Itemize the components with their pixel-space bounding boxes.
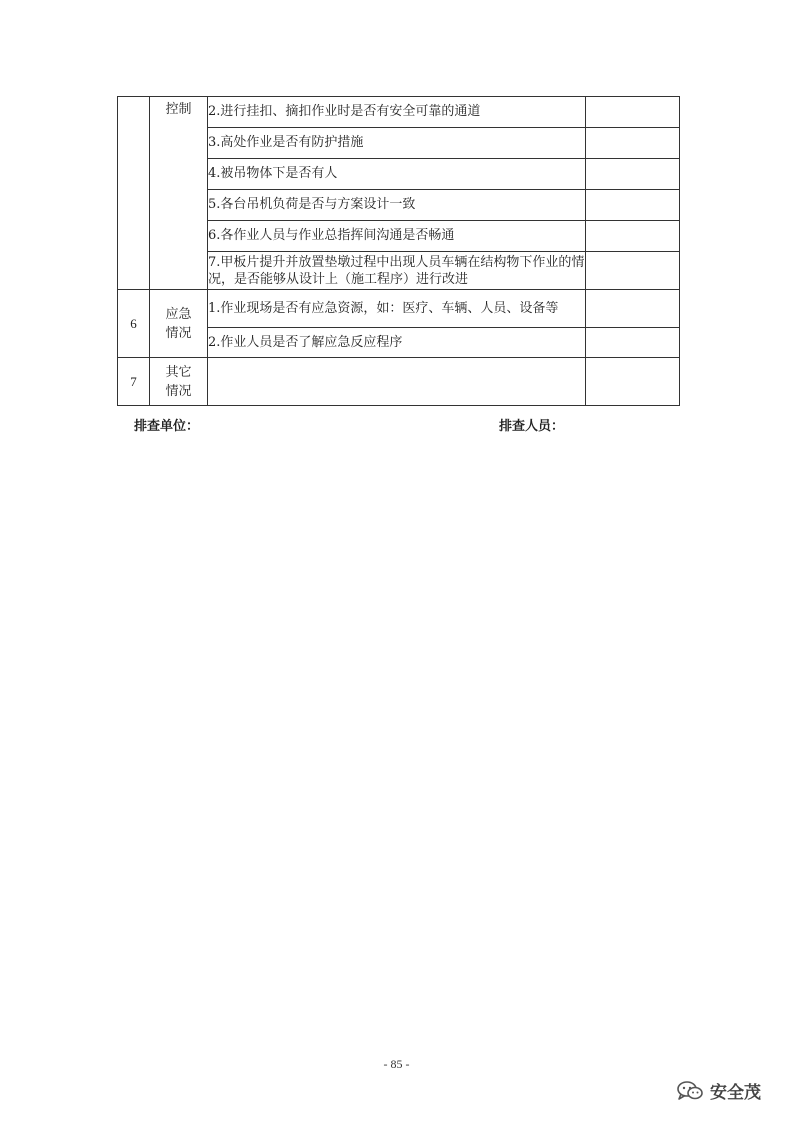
result-cell — [586, 221, 680, 252]
watermark — [676, 1078, 761, 1103]
result-cell — [586, 358, 680, 406]
category-cell — [150, 358, 208, 406]
category-line: 情况 — [165, 383, 192, 399]
table-row — [118, 97, 680, 128]
table-row — [118, 358, 680, 406]
check-item: 2.作业人员是否了解应急反应程序 — [208, 328, 586, 358]
check-item: 7.甲板片提升并放置垫墩过程中出现人员车辆在结构物下作业的情况，是否能够从设计上（施工程序）进行改进 — [208, 252, 586, 290]
check-item: 2.进行挂扣、摘扣作业时是否有安全可靠的通道 — [208, 97, 586, 128]
page-number: - 85 - — [383, 1057, 410, 1071]
result-cell — [586, 159, 680, 190]
result-cell — [586, 128, 680, 159]
category-line: 应急 — [165, 306, 192, 322]
check-item: 1.作业现场是否有应急资源，如：医疗、车辆、人员、设备等 — [208, 290, 586, 328]
category-line: 情况 — [165, 325, 192, 341]
row-number-cell: 7 — [118, 358, 150, 406]
inspection-table — [117, 96, 680, 406]
result-cell — [586, 97, 680, 128]
category-line: 其它 — [165, 364, 192, 380]
row-number-cell: 6 — [118, 290, 150, 358]
row-number-cell — [118, 97, 150, 290]
table-row — [118, 290, 680, 328]
result-cell — [586, 252, 680, 290]
result-cell — [586, 190, 680, 221]
wechat-icon — [676, 1080, 704, 1102]
check-item: 4.被吊物体下是否有人 — [208, 159, 586, 190]
check-item: 6.各作业人员与作业总指挥间沟通是否畅通 — [208, 221, 586, 252]
category-cell: 控制 — [150, 97, 208, 290]
category-cell — [150, 290, 208, 358]
check-item — [208, 358, 586, 406]
check-item: 5.各台吊机负荷是否与方案设计一致 — [208, 190, 586, 221]
check-item: 3.高处作业是否有防护措施 — [208, 128, 586, 159]
watermark-text: 安全茂 — [710, 1083, 761, 1103]
inspection-unit-label: 排查单位： — [134, 419, 200, 434]
inspector-label: 排查人员： — [499, 419, 565, 434]
result-cell — [586, 290, 680, 328]
result-cell — [586, 328, 680, 358]
